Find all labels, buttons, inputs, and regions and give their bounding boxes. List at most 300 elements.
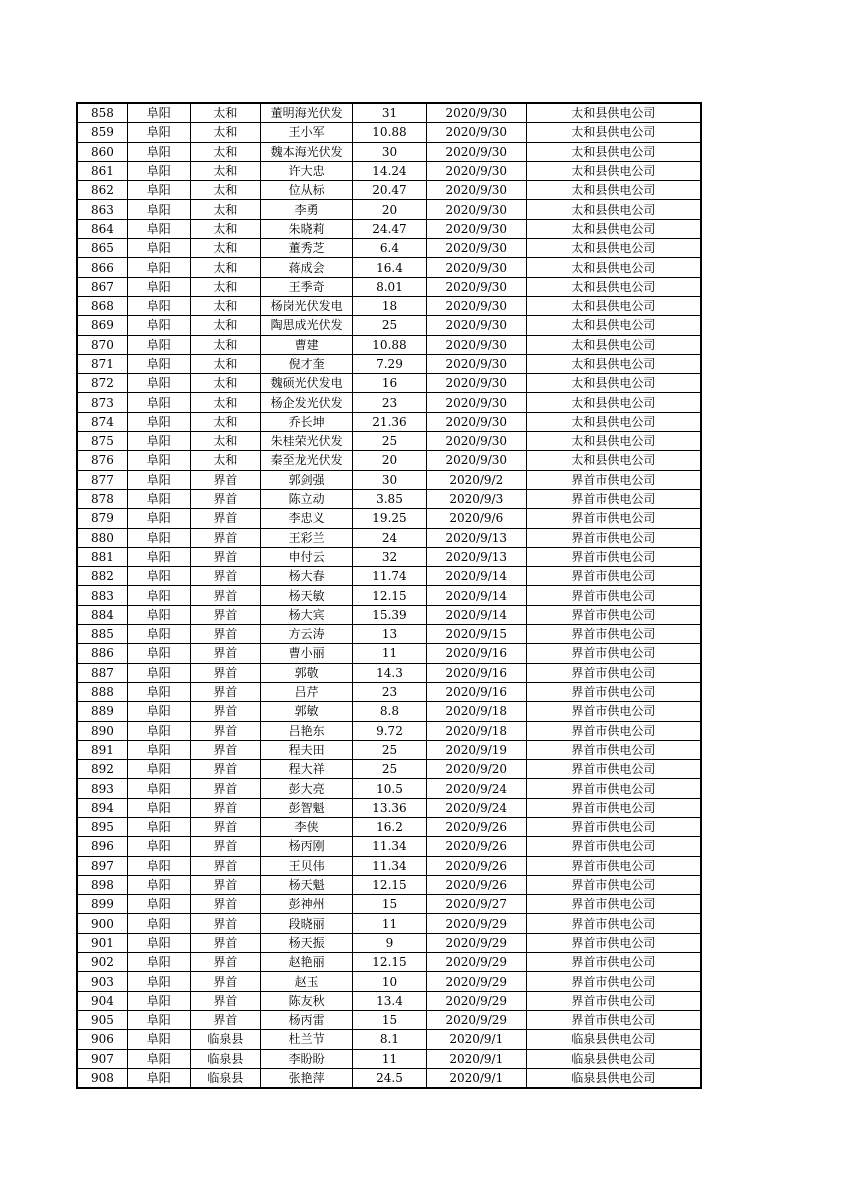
county-cell: 界首 xyxy=(190,760,261,779)
date-cell: 2020/9/14 xyxy=(426,586,526,605)
table-row xyxy=(77,798,701,817)
city-cell: 阜阳 xyxy=(127,296,190,315)
table-row xyxy=(77,181,701,200)
table-row xyxy=(77,412,701,431)
row-number-cell: 884 xyxy=(77,605,127,624)
city-cell: 阜阳 xyxy=(127,335,190,354)
city-cell: 阜阳 xyxy=(127,277,190,296)
name-cell: 段晓丽 xyxy=(261,914,353,933)
county-cell: 太和 xyxy=(190,123,261,142)
capacity-cell: 8.8 xyxy=(353,702,427,721)
city-cell: 阜阳 xyxy=(127,1010,190,1029)
row-number-cell: 876 xyxy=(77,451,127,470)
capacity-cell: 11 xyxy=(353,914,427,933)
county-cell: 界首 xyxy=(190,489,261,508)
capacity-cell: 31 xyxy=(353,103,427,123)
county-cell: 太和 xyxy=(190,296,261,315)
county-cell: 界首 xyxy=(190,933,261,952)
company-cell: 界首市供电公司 xyxy=(526,972,701,991)
row-number-cell: 871 xyxy=(77,354,127,373)
name-cell: 杨丙雷 xyxy=(261,1010,353,1029)
company-cell: 界首市供电公司 xyxy=(526,625,701,644)
city-cell: 阜阳 xyxy=(127,239,190,258)
company-cell: 太和县供电公司 xyxy=(526,123,701,142)
county-cell: 界首 xyxy=(190,605,261,624)
date-cell: 2020/9/16 xyxy=(426,644,526,663)
county-cell: 界首 xyxy=(190,798,261,817)
company-cell: 界首市供电公司 xyxy=(526,567,701,586)
table-row xyxy=(77,354,701,373)
county-cell: 界首 xyxy=(190,779,261,798)
company-cell: 界首市供电公司 xyxy=(526,914,701,933)
table-row xyxy=(77,277,701,296)
capacity-cell: 8.1 xyxy=(353,1030,427,1049)
date-cell: 2020/9/26 xyxy=(426,856,526,875)
company-cell: 太和县供电公司 xyxy=(526,258,701,277)
date-cell: 2020/9/29 xyxy=(426,972,526,991)
name-cell: 吕艳东 xyxy=(261,721,353,740)
city-cell: 阜阳 xyxy=(127,817,190,836)
date-cell: 2020/9/30 xyxy=(426,181,526,200)
row-number-cell: 889 xyxy=(77,702,127,721)
capacity-cell: 32 xyxy=(353,547,427,566)
date-cell: 2020/9/13 xyxy=(426,547,526,566)
row-number-cell: 904 xyxy=(77,991,127,1010)
capacity-cell: 11 xyxy=(353,644,427,663)
capacity-cell: 11.34 xyxy=(353,837,427,856)
name-cell: 杨大春 xyxy=(261,567,353,586)
row-number-cell: 887 xyxy=(77,663,127,682)
company-cell: 太和县供电公司 xyxy=(526,239,701,258)
date-cell: 2020/9/15 xyxy=(426,625,526,644)
date-cell: 2020/9/27 xyxy=(426,895,526,914)
row-number-cell: 906 xyxy=(77,1030,127,1049)
name-cell: 魏本海光伏发 xyxy=(261,142,353,161)
city-cell: 阜阳 xyxy=(127,354,190,373)
company-cell: 太和县供电公司 xyxy=(526,103,701,123)
capacity-cell: 9.72 xyxy=(353,721,427,740)
name-cell: 曹小丽 xyxy=(261,644,353,663)
city-cell: 阜阳 xyxy=(127,991,190,1010)
city-cell: 阜阳 xyxy=(127,1030,190,1049)
company-cell: 界首市供电公司 xyxy=(526,605,701,624)
city-cell: 阜阳 xyxy=(127,625,190,644)
county-cell: 太和 xyxy=(190,258,261,277)
date-cell: 2020/9/1 xyxy=(426,1049,526,1068)
capacity-cell: 10.5 xyxy=(353,779,427,798)
city-cell: 阜阳 xyxy=(127,586,190,605)
company-cell: 界首市供电公司 xyxy=(526,644,701,663)
county-cell: 太和 xyxy=(190,103,261,123)
row-number-cell: 880 xyxy=(77,528,127,547)
row-number-cell: 907 xyxy=(77,1049,127,1068)
company-cell: 界首市供电公司 xyxy=(526,895,701,914)
county-cell: 界首 xyxy=(190,567,261,586)
name-cell: 吕芹 xyxy=(261,682,353,701)
county-cell: 界首 xyxy=(190,625,261,644)
date-cell: 2020/9/30 xyxy=(426,374,526,393)
date-cell: 2020/9/16 xyxy=(426,663,526,682)
name-cell: 陈立动 xyxy=(261,489,353,508)
city-cell: 阜阳 xyxy=(127,895,190,914)
name-cell: 王彩兰 xyxy=(261,528,353,547)
capacity-cell: 7.29 xyxy=(353,354,427,373)
city-cell: 阜阳 xyxy=(127,567,190,586)
name-cell: 董明海光伏发 xyxy=(261,103,353,123)
city-cell: 阜阳 xyxy=(127,489,190,508)
city-cell: 阜阳 xyxy=(127,972,190,991)
company-cell: 太和县供电公司 xyxy=(526,393,701,412)
company-cell: 界首市供电公司 xyxy=(526,953,701,972)
city-cell: 阜阳 xyxy=(127,200,190,219)
name-cell: 张艳萍 xyxy=(261,1068,353,1088)
city-cell: 阜阳 xyxy=(127,933,190,952)
city-cell: 阜阳 xyxy=(127,142,190,161)
name-cell: 杨天敏 xyxy=(261,586,353,605)
company-cell: 太和县供电公司 xyxy=(526,277,701,296)
county-cell: 太和 xyxy=(190,239,261,258)
city-cell: 阜阳 xyxy=(127,103,190,123)
table-row xyxy=(77,721,701,740)
row-number-cell: 901 xyxy=(77,933,127,952)
company-cell: 界首市供电公司 xyxy=(526,509,701,528)
county-cell: 界首 xyxy=(190,470,261,489)
city-cell: 阜阳 xyxy=(127,702,190,721)
name-cell: 朱桂荣光伏发 xyxy=(261,432,353,451)
company-cell: 界首市供电公司 xyxy=(526,528,701,547)
company-cell: 界首市供电公司 xyxy=(526,856,701,875)
table-row xyxy=(77,296,701,315)
table-row xyxy=(77,219,701,238)
capacity-cell: 16.4 xyxy=(353,258,427,277)
county-cell: 太和 xyxy=(190,335,261,354)
company-cell: 太和县供电公司 xyxy=(526,219,701,238)
county-cell: 界首 xyxy=(190,837,261,856)
company-cell: 临泉县供电公司 xyxy=(526,1068,701,1088)
name-cell: 赵艳丽 xyxy=(261,953,353,972)
table-row xyxy=(77,972,701,991)
date-cell: 2020/9/24 xyxy=(426,798,526,817)
company-cell: 界首市供电公司 xyxy=(526,779,701,798)
capacity-cell: 25 xyxy=(353,760,427,779)
capacity-cell: 23 xyxy=(353,682,427,701)
company-cell: 界首市供电公司 xyxy=(526,721,701,740)
name-cell: 彭智魁 xyxy=(261,798,353,817)
county-cell: 界首 xyxy=(190,682,261,701)
county-cell: 太和 xyxy=(190,181,261,200)
company-cell: 界首市供电公司 xyxy=(526,817,701,836)
name-cell: 董秀芝 xyxy=(261,239,353,258)
name-cell: 秦至龙光伏发 xyxy=(261,451,353,470)
name-cell: 陶思成光伏发 xyxy=(261,316,353,335)
date-cell: 2020/9/30 xyxy=(426,200,526,219)
county-cell: 界首 xyxy=(190,875,261,894)
city-cell: 阜阳 xyxy=(127,953,190,972)
capacity-cell: 13.4 xyxy=(353,991,427,1010)
capacity-cell: 14.24 xyxy=(353,161,427,180)
capacity-cell: 15 xyxy=(353,895,427,914)
date-cell: 2020/9/29 xyxy=(426,933,526,952)
company-cell: 太和县供电公司 xyxy=(526,335,701,354)
capacity-cell: 12.15 xyxy=(353,875,427,894)
capacity-cell: 30 xyxy=(353,142,427,161)
table-row xyxy=(77,489,701,508)
city-cell: 阜阳 xyxy=(127,432,190,451)
date-cell: 2020/9/30 xyxy=(426,239,526,258)
company-cell: 太和县供电公司 xyxy=(526,200,701,219)
company-cell: 太和县供电公司 xyxy=(526,432,701,451)
company-cell: 界首市供电公司 xyxy=(526,991,701,1010)
city-cell: 阜阳 xyxy=(127,316,190,335)
date-cell: 2020/9/30 xyxy=(426,335,526,354)
county-cell: 临泉县 xyxy=(190,1049,261,1068)
row-number-cell: 874 xyxy=(77,412,127,431)
row-number-cell: 875 xyxy=(77,432,127,451)
county-cell: 界首 xyxy=(190,914,261,933)
capacity-cell: 9 xyxy=(353,933,427,952)
city-cell: 阜阳 xyxy=(127,258,190,277)
capacity-cell: 6.4 xyxy=(353,239,427,258)
county-cell: 界首 xyxy=(190,528,261,547)
capacity-cell: 16.2 xyxy=(353,817,427,836)
table-row xyxy=(77,123,701,142)
capacity-cell: 13 xyxy=(353,625,427,644)
city-cell: 阜阳 xyxy=(127,181,190,200)
name-cell: 蒋成会 xyxy=(261,258,353,277)
date-cell: 2020/9/16 xyxy=(426,682,526,701)
name-cell: 陈友秋 xyxy=(261,991,353,1010)
table-row xyxy=(77,142,701,161)
table-row xyxy=(77,567,701,586)
capacity-cell: 10 xyxy=(353,972,427,991)
data-table xyxy=(76,102,702,1089)
table-row xyxy=(77,1030,701,1049)
county-cell: 界首 xyxy=(190,972,261,991)
city-cell: 阜阳 xyxy=(127,875,190,894)
capacity-cell: 20 xyxy=(353,451,427,470)
row-number-cell: 868 xyxy=(77,296,127,315)
table-row xyxy=(77,258,701,277)
row-number-cell: 864 xyxy=(77,219,127,238)
date-cell: 2020/9/19 xyxy=(426,740,526,759)
city-cell: 阜阳 xyxy=(127,644,190,663)
city-cell: 阜阳 xyxy=(127,412,190,431)
capacity-cell: 23 xyxy=(353,393,427,412)
city-cell: 阜阳 xyxy=(127,1049,190,1068)
capacity-cell: 21.36 xyxy=(353,412,427,431)
row-number-cell: 883 xyxy=(77,586,127,605)
date-cell: 2020/9/30 xyxy=(426,103,526,123)
table-row xyxy=(77,856,701,875)
company-cell: 界首市供电公司 xyxy=(526,586,701,605)
date-cell: 2020/9/2 xyxy=(426,470,526,489)
company-cell: 太和县供电公司 xyxy=(526,316,701,335)
row-number-cell: 885 xyxy=(77,625,127,644)
table-row xyxy=(77,895,701,914)
county-cell: 界首 xyxy=(190,721,261,740)
capacity-cell: 10.88 xyxy=(353,123,427,142)
county-cell: 界首 xyxy=(190,1010,261,1029)
name-cell: 许大忠 xyxy=(261,161,353,180)
name-cell: 倪才奎 xyxy=(261,354,353,373)
county-cell: 界首 xyxy=(190,509,261,528)
company-cell: 临泉县供电公司 xyxy=(526,1049,701,1068)
name-cell: 杜兰节 xyxy=(261,1030,353,1049)
name-cell: 王贝伟 xyxy=(261,856,353,875)
name-cell: 程大祥 xyxy=(261,760,353,779)
name-cell: 申付云 xyxy=(261,547,353,566)
company-cell: 太和县供电公司 xyxy=(526,161,701,180)
capacity-cell: 24.47 xyxy=(353,219,427,238)
table-row xyxy=(77,451,701,470)
row-number-cell: 867 xyxy=(77,277,127,296)
row-number-cell: 866 xyxy=(77,258,127,277)
city-cell: 阜阳 xyxy=(127,374,190,393)
row-number-cell: 896 xyxy=(77,837,127,856)
city-cell: 阜阳 xyxy=(127,161,190,180)
county-cell: 太和 xyxy=(190,161,261,180)
capacity-cell: 11.34 xyxy=(353,856,427,875)
row-number-cell: 892 xyxy=(77,760,127,779)
date-cell: 2020/9/18 xyxy=(426,721,526,740)
company-cell: 太和县供电公司 xyxy=(526,374,701,393)
name-cell: 杨丙刚 xyxy=(261,837,353,856)
city-cell: 阜阳 xyxy=(127,798,190,817)
name-cell: 杨大宾 xyxy=(261,605,353,624)
company-cell: 界首市供电公司 xyxy=(526,682,701,701)
table-row xyxy=(77,837,701,856)
county-cell: 太和 xyxy=(190,316,261,335)
date-cell: 2020/9/30 xyxy=(426,161,526,180)
county-cell: 太和 xyxy=(190,200,261,219)
date-cell: 2020/9/13 xyxy=(426,528,526,547)
county-cell: 界首 xyxy=(190,856,261,875)
city-cell: 阜阳 xyxy=(127,1068,190,1088)
table-row xyxy=(77,161,701,180)
date-cell: 2020/9/30 xyxy=(426,451,526,470)
date-cell: 2020/9/26 xyxy=(426,837,526,856)
date-cell: 2020/9/30 xyxy=(426,258,526,277)
row-number-cell: 899 xyxy=(77,895,127,914)
county-cell: 太和 xyxy=(190,277,261,296)
county-cell: 界首 xyxy=(190,702,261,721)
table-row xyxy=(77,374,701,393)
capacity-cell: 15.39 xyxy=(353,605,427,624)
name-cell: 杨天振 xyxy=(261,933,353,952)
capacity-cell: 24.5 xyxy=(353,1068,427,1088)
company-cell: 界首市供电公司 xyxy=(526,547,701,566)
county-cell: 界首 xyxy=(190,644,261,663)
row-number-cell: 886 xyxy=(77,644,127,663)
city-cell: 阜阳 xyxy=(127,740,190,759)
date-cell: 2020/9/1 xyxy=(426,1068,526,1088)
date-cell: 2020/9/30 xyxy=(426,393,526,412)
capacity-cell: 12.15 xyxy=(353,586,427,605)
table-row xyxy=(77,953,701,972)
name-cell: 彭神州 xyxy=(261,895,353,914)
county-cell: 界首 xyxy=(190,953,261,972)
city-cell: 阜阳 xyxy=(127,682,190,701)
city-cell: 阜阳 xyxy=(127,760,190,779)
name-cell: 郭剑强 xyxy=(261,470,353,489)
company-cell: 太和县供电公司 xyxy=(526,354,701,373)
table-row xyxy=(77,740,701,759)
row-number-cell: 895 xyxy=(77,817,127,836)
name-cell: 杨企发光伏发 xyxy=(261,393,353,412)
capacity-cell: 3.85 xyxy=(353,489,427,508)
company-cell: 太和县供电公司 xyxy=(526,181,701,200)
date-cell: 2020/9/3 xyxy=(426,489,526,508)
table-body xyxy=(77,103,701,1088)
row-number-cell: 890 xyxy=(77,721,127,740)
date-cell: 2020/9/20 xyxy=(426,760,526,779)
name-cell: 方云涛 xyxy=(261,625,353,644)
name-cell: 彭大亮 xyxy=(261,779,353,798)
row-number-cell: 888 xyxy=(77,682,127,701)
table-row xyxy=(77,432,701,451)
table-row xyxy=(77,625,701,644)
county-cell: 太和 xyxy=(190,393,261,412)
capacity-cell: 25 xyxy=(353,432,427,451)
company-cell: 太和县供电公司 xyxy=(526,412,701,431)
name-cell: 乔长坤 xyxy=(261,412,353,431)
company-cell: 界首市供电公司 xyxy=(526,702,701,721)
date-cell: 2020/9/29 xyxy=(426,991,526,1010)
capacity-cell: 18 xyxy=(353,296,427,315)
table-row xyxy=(77,393,701,412)
row-number-cell: 861 xyxy=(77,161,127,180)
county-cell: 界首 xyxy=(190,586,261,605)
capacity-cell: 20 xyxy=(353,200,427,219)
row-number-cell: 881 xyxy=(77,547,127,566)
county-cell: 界首 xyxy=(190,991,261,1010)
table-row xyxy=(77,547,701,566)
city-cell: 阜阳 xyxy=(127,605,190,624)
date-cell: 2020/9/30 xyxy=(426,296,526,315)
table-row xyxy=(77,991,701,1010)
row-number-cell: 894 xyxy=(77,798,127,817)
date-cell: 2020/9/30 xyxy=(426,354,526,373)
county-cell: 界首 xyxy=(190,895,261,914)
row-number-cell: 873 xyxy=(77,393,127,412)
name-cell: 魏硕光伏发电 xyxy=(261,374,353,393)
county-cell: 界首 xyxy=(190,817,261,836)
city-cell: 阜阳 xyxy=(127,219,190,238)
row-number-cell: 858 xyxy=(77,103,127,123)
capacity-cell: 16 xyxy=(353,374,427,393)
table-row xyxy=(77,1010,701,1029)
row-number-cell: 882 xyxy=(77,567,127,586)
company-cell: 界首市供电公司 xyxy=(526,740,701,759)
table-row xyxy=(77,644,701,663)
county-cell: 太和 xyxy=(190,451,261,470)
row-number-cell: 898 xyxy=(77,875,127,894)
table-row xyxy=(77,239,701,258)
row-number-cell: 860 xyxy=(77,142,127,161)
table-row xyxy=(77,528,701,547)
name-cell: 朱晓莉 xyxy=(261,219,353,238)
company-cell: 界首市供电公司 xyxy=(526,837,701,856)
date-cell: 2020/9/30 xyxy=(426,412,526,431)
name-cell: 赵玉 xyxy=(261,972,353,991)
county-cell: 界首 xyxy=(190,740,261,759)
date-cell: 2020/9/30 xyxy=(426,432,526,451)
capacity-cell: 30 xyxy=(353,470,427,489)
table-row xyxy=(77,663,701,682)
capacity-cell: 20.47 xyxy=(353,181,427,200)
date-cell: 2020/9/29 xyxy=(426,953,526,972)
row-number-cell: 859 xyxy=(77,123,127,142)
